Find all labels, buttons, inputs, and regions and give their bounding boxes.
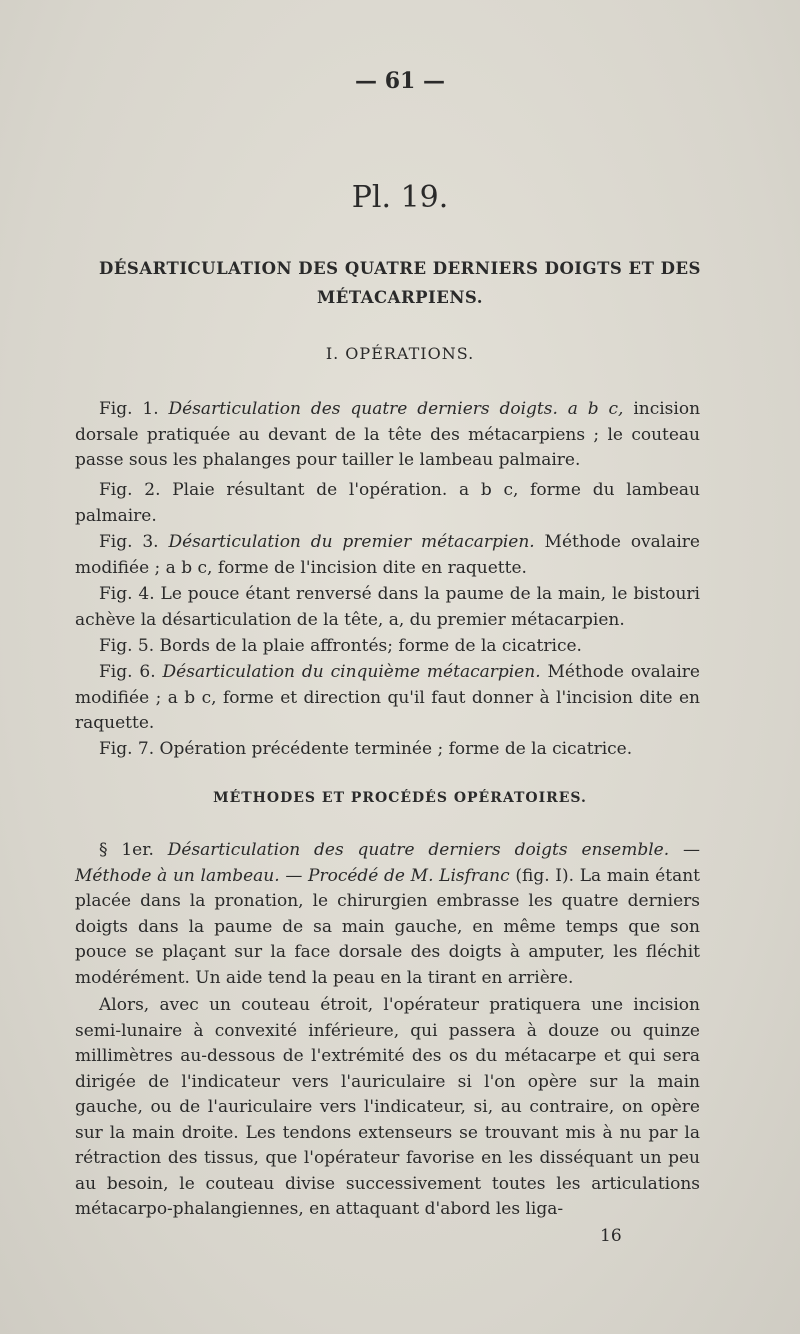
figure-italic: Désarticulation du cinquième métacarpien. xyxy=(162,662,541,682)
figure-caption-2 xyxy=(75,478,700,529)
signature-mark: 16 xyxy=(600,1226,622,1246)
figure-label: Fig. 1. xyxy=(99,399,159,419)
method-italic: Désarticulation des quatre derniers doigts ensemble. — Méthode à un lambeau. — Procédé de M. Lisfranc xyxy=(75,840,700,886)
section-heading-operations: I. OPÉRATIONS. xyxy=(325,344,475,363)
figure-text: Méthode ovalaire modifiée ; a b c, forme et direction qu'il faut donner à l'incision dite en raquette. xyxy=(75,662,700,733)
method-paragraph xyxy=(75,838,700,991)
alors-text: Alors, avec un couteau étroit, l'opérateur pratiquera une incision semi-lunaire à convexité inférieure, qui passera à douze ou quinze millimètres au-dessous de l'extrémité des os du métacarpe et qui sera dirigée de l'indicateur vers l'auriculaire si l'on opère sur la main gauche, ou de l'auriculaire vers l'indicateur, si, au contraire, on opère sur la main droite. Les tendons extenseurs se trouvant mis à nu par la rétraction des tissus, que l'opérateur favorise en les disséquant un peu au besoin, le couteau divise successivement toutes les articulations métacarpo-phalangiennes, en attaquant d'abord les liga- xyxy=(75,995,700,1219)
figure-caption-4 xyxy=(75,582,700,633)
figure-caption-7 xyxy=(75,737,700,763)
figure-label: Fig. 4. xyxy=(99,584,155,604)
page-number-header: — 61 — xyxy=(355,68,445,94)
figure-text: Opération précédente terminée ; forme de la cicatrice. xyxy=(154,739,633,759)
figure-caption-1 xyxy=(75,397,700,474)
figure-text: Méthode ovalaire modifiée ; a b c, forme de l'incision dite en raquette. xyxy=(75,532,700,578)
section-heading-methods: MÉTHODES ET PROCÉDÉS OPÉRATOIRES. xyxy=(213,790,587,806)
main-title xyxy=(80,254,720,312)
figure-caption-5 xyxy=(75,634,700,660)
figure-label: Fig. 5. xyxy=(99,636,155,656)
figure-italic: Désarticulation du premier métacarpien. xyxy=(168,532,535,552)
figure-caption-6 xyxy=(75,660,700,737)
plate-title: Pl. 19. xyxy=(351,180,449,215)
figure-text: Bords de la plaie affrontés; forme de la cicatrice. xyxy=(154,636,582,656)
alors-paragraph xyxy=(75,993,700,1223)
figure-caption-3 xyxy=(75,530,700,581)
figure-text: Le pouce étant renversé dans la paume de la main, le bistouri achève la désarticulation de la tête, a, du premier métacarpien. xyxy=(75,584,700,630)
main-title-line1: DÉSARTICULATION DES QUATRE DERNIERS DOIGTS ET DES xyxy=(99,259,701,278)
figure-italic: Désarticulation des quatre derniers doigts. a b c, xyxy=(168,399,624,419)
figure-label: Fig. 7. xyxy=(99,739,155,759)
figure-text: Plaie résultant de l'opération. a b c, forme du lambeau palmaire. xyxy=(75,480,700,526)
figure-label: Fig. 2. xyxy=(99,480,161,500)
main-title-line2: MÉTACARPIENS. xyxy=(316,288,484,307)
figure-label: Fig. 6. xyxy=(99,662,156,682)
figure-text: incision dorsale pratiquée au devant de la tête des métacarpiens ; le couteau passe sous les phalanges pour tailler le lambeau palmaire. xyxy=(75,399,701,470)
method-text: (fig. I). La main étant placée dans la pronation, le chirurgien embrasse les quatre derniers doigts dans la paume de sa main gauche, en même temps que son pouce se plaçant sur la face dorsale des doigts à amputer, les fléchit modérément. Un aide tend la peau en la tirant en arrière. xyxy=(75,865,700,988)
section-mark: § 1er. xyxy=(99,840,154,860)
figure-label: Fig. 3. xyxy=(99,532,159,552)
